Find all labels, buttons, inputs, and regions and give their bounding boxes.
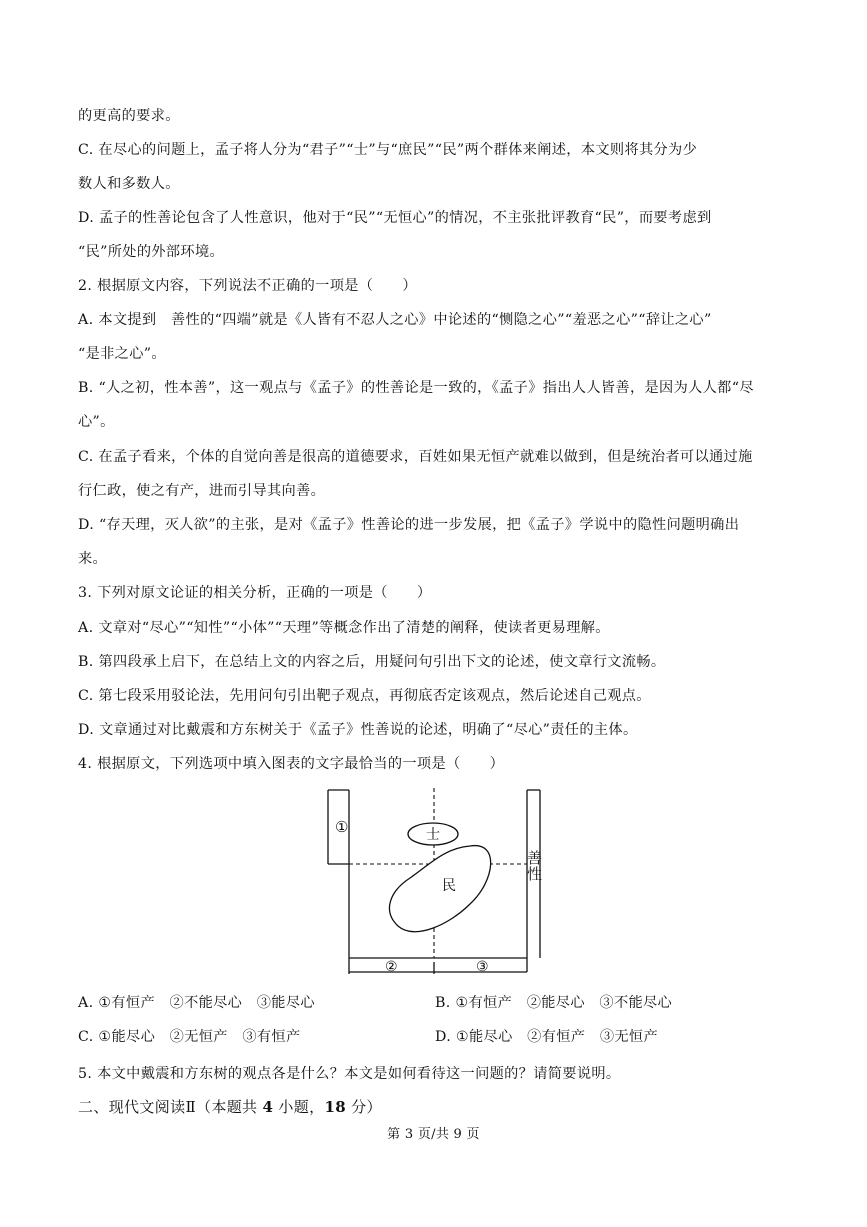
option-c-q1: C. 在尽心的问题上，孟子将人分为“君子”“士”与“庶民”“民”两个群体来阐述，本文则将其分为少 <box>78 142 698 158</box>
option-d-q3: D. 文章通过对比戴震和方东树关于《孟子》性善说的论述，明确了“尽心”责任的主体。 <box>78 722 638 738</box>
diagram <box>320 786 560 978</box>
option-d-q2: D. “存天理，灭人欲”的主张，是对《孟子》性善论的进一步发展，把《孟子》学说中的隐性问题明确出 <box>78 517 740 533</box>
section-middle: 小题， <box>273 1098 325 1116</box>
section-count: 4 <box>262 1098 274 1116</box>
option-b-q4: B. ①有恒产 ②能尽心 ③不能尽心 <box>435 995 673 1011</box>
section-heading <box>78 1097 808 1117</box>
option-d-q4: D. ①能尽心 ②有恒产 ③无恒产 <box>435 1029 658 1045</box>
question-2: 2. 根据原文内容，下列说法不正确的一项是（ ） <box>78 278 417 294</box>
option-b-q2: B. “人之初，性本善”，这一观点与《孟子》的性善论是一致的，《孟子》指出人人皆善，是因为人人都“尽 <box>78 380 754 396</box>
option-d-q1: D. 孟子的性善论包含了人性意识，他对于“民”“无恒心”的情况，不主张批评教育“民”，而要考虑到 <box>78 210 712 226</box>
diagram-label-shi: 士 <box>426 827 440 843</box>
option-a-q4: A. ①有恒产 ②不能尽心 ③能尽心 <box>78 995 315 1011</box>
option-c-q4: C. ①能尽心 ②无恒产 ③有恒产 <box>78 1029 301 1045</box>
diagram-label-shan: 善 <box>527 849 543 867</box>
option-c-q3: C. 第七段采用驳论法，先用问句引出靶子观点，再彻底否定该观点，然后论述自己观点。 <box>78 688 651 704</box>
text-line: 行仁政，使之有产，进而引导其向善。 <box>78 483 326 499</box>
diagram-label-min: 民 <box>442 878 456 894</box>
diagram-label-3: ③ <box>476 959 489 975</box>
question-4: 4. 根据原文，下列选项中填入图表的文字最恰当的一项是（ ） <box>78 756 505 772</box>
option-b-q3: B. 第四段承上启下，在总结上文的内容之后，用疑问句引出下文的论述，使文章行文流畅。 <box>78 654 666 670</box>
page-footer: 第 3 页/共 9 页 <box>387 1127 480 1142</box>
diagram-label-2: ② <box>385 959 398 975</box>
text-line: 数人和多数人。 <box>78 176 180 192</box>
text-line: “民”所处的外部环境。 <box>78 244 225 260</box>
section-suffix: 分） <box>346 1098 382 1116</box>
diagram-label-1: ① <box>335 818 349 836</box>
section-score: 18 <box>324 1098 347 1116</box>
text-line: 心”。 <box>78 414 115 430</box>
question-3: 3. 下列对原文论证的相关分析，正确的一项是（ ） <box>78 585 432 601</box>
section-prefix: 二、现代文阅读Ⅱ（本题共 <box>78 1098 263 1116</box>
option-a-q3: A. 文章对“尽心”“知性”“小体”“天理”等概念作出了清楚的阐释，使读者更易理解。 <box>78 620 610 636</box>
option-a-q2: A. 本文提到 善性的“四端”就是《人皆有不忍人之心》中论述的“恻隐之心”“羞恶之心”“辞让之心” <box>78 312 712 328</box>
text-line: 的更高的要求。 <box>78 108 180 124</box>
text-line: 来。 <box>78 551 108 567</box>
text-line: “是非之心”。 <box>78 346 166 362</box>
diagram-label-xing: 性 <box>527 865 543 883</box>
question-5: 5. 本文中戴震和方东树的观点各是什么？本文是如何看待这一问题的？请简要说明。 <box>78 1066 621 1082</box>
option-c-q2: C. 在孟子看来，个体的自觉向善是很高的道德要求，百姓如果无恒产就难以做到，但是统治者可以通过施 <box>78 449 753 465</box>
